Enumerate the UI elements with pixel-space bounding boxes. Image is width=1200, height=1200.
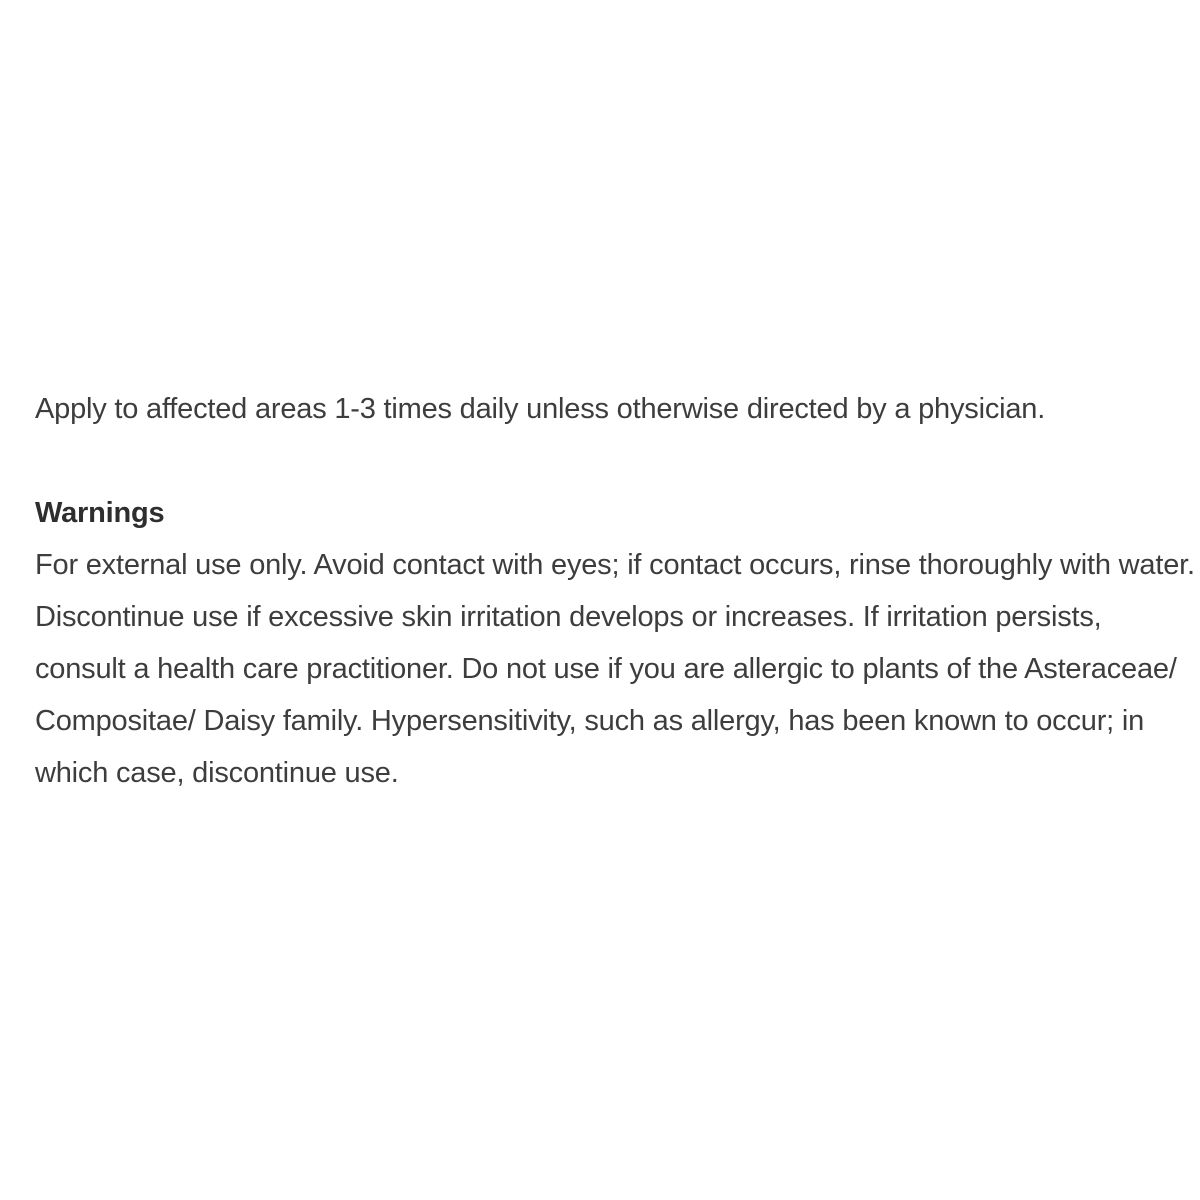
directions-text: Apply to affected areas 1-3 times daily unless otherwise directed by a physician. — [35, 393, 1046, 425]
product-info-content — [35, 383, 1195, 799]
warnings-heading: Warnings — [35, 497, 165, 529]
warnings-text: For external use only. Avoid contact with eyes; if contact occurs, rinse thoroughly with water. Discontinue use if excessive skin irritation develops or increases. If irritation persists, consult a health care practitioner. Do not use if you are allergic to plants of the Asteraceae/ Compositae/ Daisy family. Hypersensitivity, such as allergy, has been known to occur; in which case, discontinue use. — [35, 549, 1195, 789]
